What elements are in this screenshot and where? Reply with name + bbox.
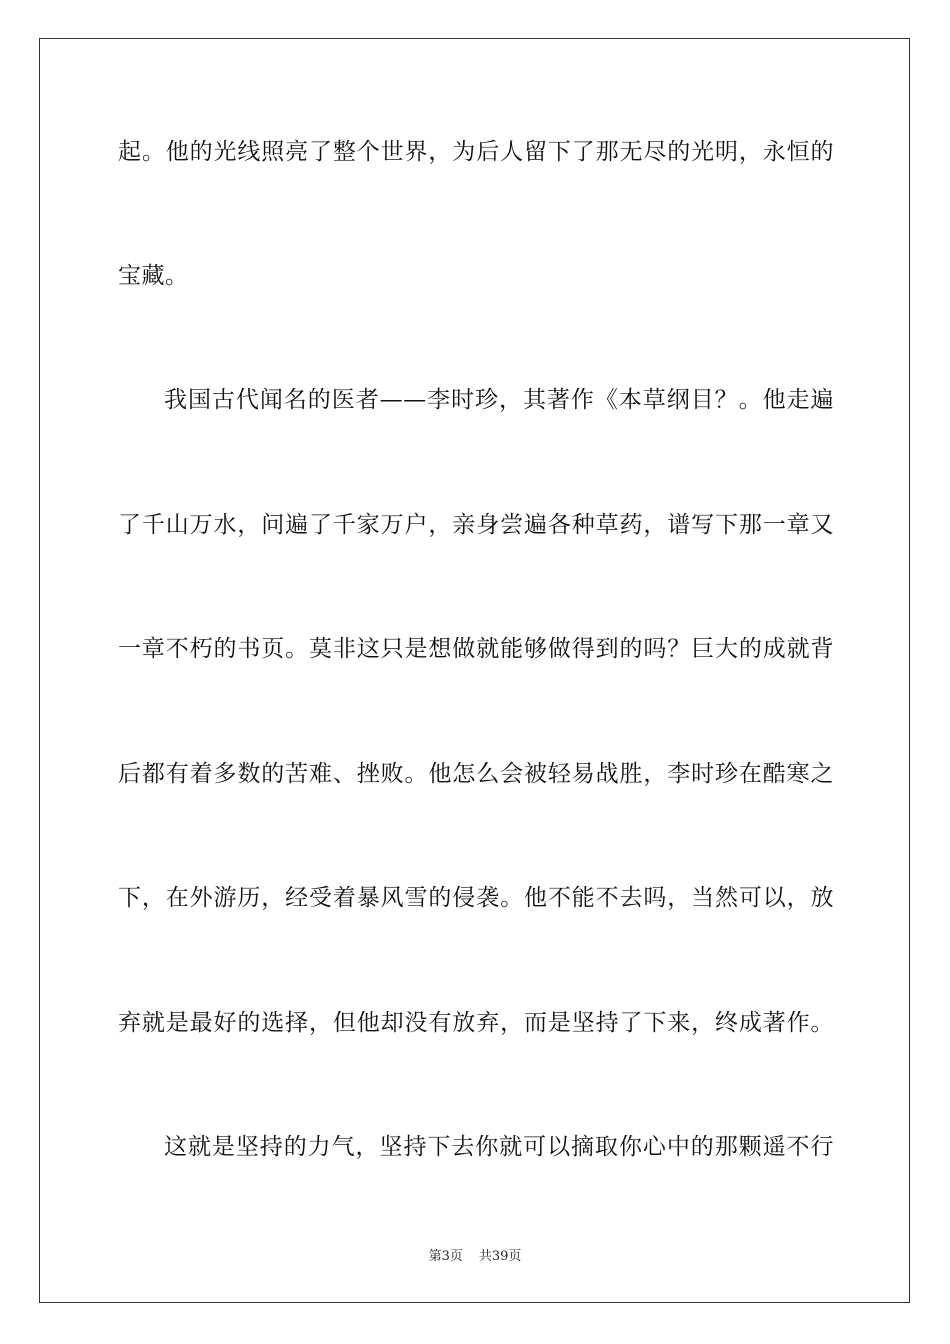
text-line-7: 下，在外游历，经受着暴风雪的侵袭。他不能不去吗，当然可以，放 bbox=[118, 885, 834, 911]
text-line-6: 后都有着多数的苦难、挫败。他怎么会被轻易战胜，李时珍在酷寒之 bbox=[118, 761, 834, 787]
text-line-1: 起。他的光线照亮了整个世界，为后人留下了那无尽的光明，永恒的 bbox=[118, 139, 834, 165]
text-line-3: 我国古代闻名的医者——李时珍，其著作《本草纲目？。他走遍 bbox=[164, 387, 834, 413]
text-line-5: 一章不朽的书页。莫非这只是想做就能够做得到的吗？巨大的成就背 bbox=[118, 636, 834, 662]
text-line-8: 弃就是最好的选择，但他却没有放弃，而是坚持了下来，终成著作。 bbox=[118, 1010, 834, 1036]
page-total: 共39页 bbox=[478, 1249, 522, 1264]
page-footer bbox=[0, 1248, 950, 1266]
page-number: 第3页 bbox=[428, 1249, 463, 1264]
text-line-2: 宝藏。 bbox=[118, 263, 189, 289]
page-border bbox=[39, 38, 910, 1303]
text-line-4: 了千山万水，问遍了千家万户，亲身尝遍各种草药，谱写下那一章又 bbox=[118, 512, 834, 538]
text-line-9: 这就是坚持的力气，坚持下去你就可以摘取你心中的那颗遥不行 bbox=[164, 1134, 834, 1160]
